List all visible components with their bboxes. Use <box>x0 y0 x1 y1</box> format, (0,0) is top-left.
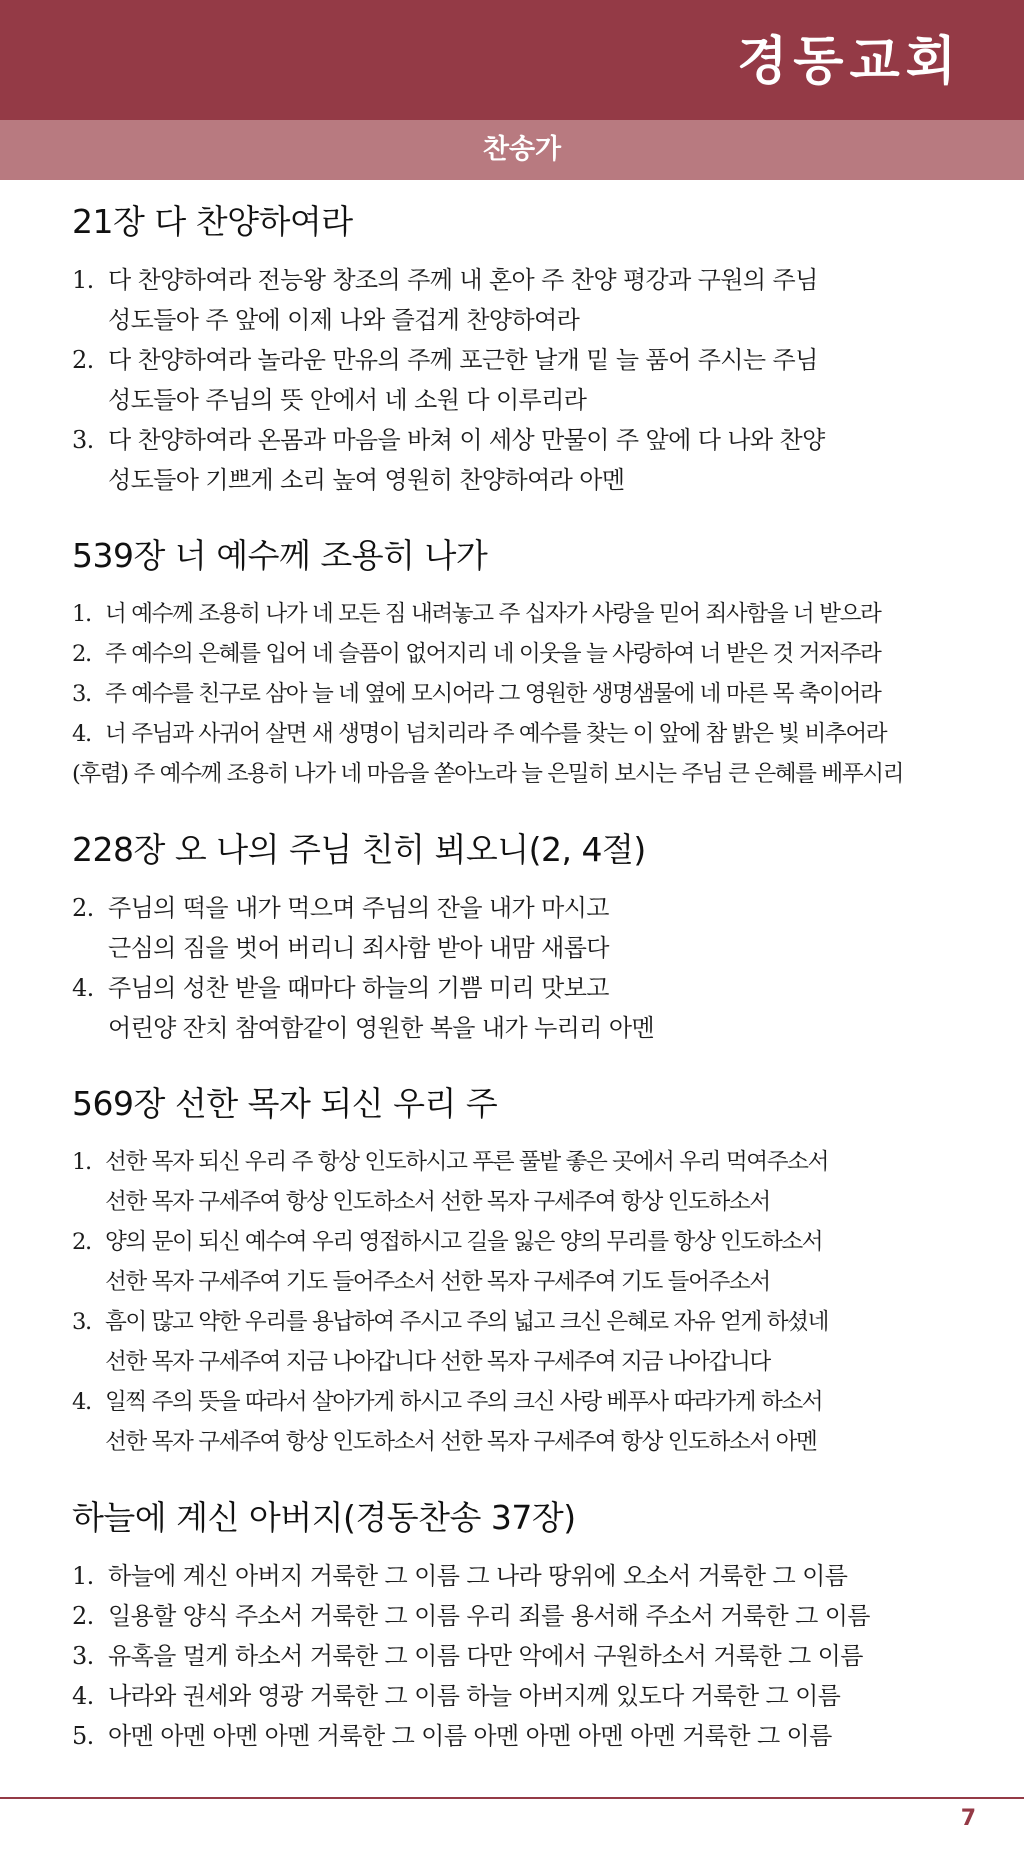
verse-line: 흠이 많고 약한 우리를 용납하여 주시고 주의 넓고 크신 은혜로 자유 얻게 하셨네 <box>105 1309 829 1335</box>
hymn-228 <box>72 826 982 1048</box>
verse <box>72 1222 982 1302</box>
verse-number: 2. <box>72 1229 91 1255</box>
verse-line: 너 예수께 조용히 나가 네 모든 짐 내려놓고 주 십자가 사랑을 믿어 죄사함을 너 받으라 <box>105 601 881 627</box>
verse <box>72 968 982 1048</box>
hymn-title: 하늘에 계신 아버지(경동찬송 37장) <box>72 1498 576 1537</box>
refrain-line: (후렴) 주 예수께 조용히 나가 네 마음을 쏟아노라 늘 은밀히 보시는 주님 큰 은혜를 베푸시리 <box>72 761 904 787</box>
hymn-title: 21장 다 찬양하여라 <box>72 202 353 241</box>
verse <box>72 1636 982 1676</box>
verse-line: 선한 목자 구세주여 항상 인도하소서 선한 목자 구세주여 항상 인도하소서 <box>105 1189 770 1215</box>
refrain <box>72 754 982 794</box>
verse-line: 성도들아 주님의 뜻 안에서 네 소원 다 이루리라 <box>108 386 587 414</box>
verse-number: 2. <box>72 641 91 667</box>
verse-number: 3. <box>72 1309 91 1335</box>
verse-line: 성도들아 기쁘게 소리 높여 영원히 찬양하여라 아멘 <box>108 466 625 494</box>
verse <box>72 1676 982 1716</box>
verse-line: 다 찬양하여라 온몸과 마음을 바쳐 이 세상 만물이 주 앞에 다 나와 찬양 <box>108 426 825 454</box>
hymn-title: 228장 오 나의 주님 친히 뵈오니(2, 4절) <box>72 830 646 869</box>
verse <box>72 1142 982 1222</box>
hymn-21 <box>72 198 982 500</box>
verse-line: 주님의 성찬 받을 때마다 하늘의 기쁨 미리 맛보고 <box>108 974 609 1002</box>
verse <box>72 674 982 714</box>
verse-line: 근심의 짐을 벗어 버리니 죄사함 받아 내맘 새롭다 <box>108 934 609 962</box>
verse-line: 선한 목자 구세주여 기도 들어주소서 선한 목자 구세주여 기도 들어주소서 <box>105 1269 770 1295</box>
hymn-title: 569장 선한 목자 되신 우리 주 <box>72 1084 498 1123</box>
verse-line: 주 예수를 친구로 삼아 늘 네 옆에 모시어라 그 영원한 생명샘물에 네 마른 목 축이어라 <box>105 681 881 707</box>
verse <box>72 888 982 968</box>
verse-line: 선한 목자 구세주여 항상 인도하소서 선한 목자 구세주여 항상 인도하소서 아멘 <box>105 1429 817 1455</box>
verse <box>72 340 982 420</box>
verse-line: 주님의 떡을 내가 먹으며 주님의 잔을 내가 마시고 <box>108 894 609 922</box>
verse-line: 일용할 양식 주소서 거룩한 그 이름 우리 죄를 용서해 주소서 거룩한 그 이름 <box>108 1602 870 1630</box>
footer-divider <box>0 1797 1024 1799</box>
verse-number: 5. <box>72 1722 94 1750</box>
verse-number: 1. <box>72 266 94 294</box>
hymn-gyeongdong-37 <box>72 1494 982 1756</box>
verse-line: 나라와 권세와 영광 거룩한 그 이름 하늘 아버지께 있도다 거룩한 그 이름 <box>108 1682 841 1710</box>
verse-number: 4. <box>72 974 94 1002</box>
verse-number: 3. <box>72 426 94 454</box>
verse <box>72 1382 982 1462</box>
verse-number: 4. <box>72 721 91 747</box>
verse-line: 다 찬양하여라 놀라운 만유의 주께 포근한 날개 밑 늘 품어 주시는 주님 <box>108 346 818 374</box>
verse-line: 하늘에 계신 아버지 거룩한 그 이름 그 나라 땅위에 오소서 거룩한 그 이름 <box>108 1562 848 1590</box>
verse-number: 2. <box>72 346 94 374</box>
verse-line: 너 주님과 사귀어 살면 새 생명이 넘치리라 주 예수를 찾는 이 앞에 참 밝은 빛 비추어라 <box>105 721 887 747</box>
verse-line: 주 예수의 은혜를 입어 네 슬픔이 없어지리 네 이웃을 늘 사랑하여 너 받은 것 거저주라 <box>105 641 881 667</box>
verse-line: 아멘 아멘 아멘 아멘 거룩한 그 이름 아멘 아멘 아멘 아멘 거룩한 그 이름 <box>108 1722 832 1750</box>
verse-number: 2. <box>72 1602 94 1630</box>
hymn-539 <box>72 532 982 794</box>
verse <box>72 634 982 674</box>
page-number: 7 <box>960 1806 976 1831</box>
verse <box>72 1556 982 1596</box>
verse <box>72 420 982 500</box>
verse <box>72 260 982 340</box>
section-label: 찬송가 <box>482 134 562 165</box>
verse-line: 다 찬양하여라 전능왕 창조의 주께 내 혼아 주 찬양 평강과 구원의 주님 <box>108 266 818 294</box>
hymn-content <box>72 198 982 1788</box>
verse-line: 성도들아 주 앞에 이제 나와 즐겁게 찬양하여라 <box>108 306 580 334</box>
verse <box>72 1596 982 1636</box>
verse-number: 2. <box>72 894 94 922</box>
verse-line: 어린양 잔치 참여함같이 영원한 복을 내가 누리리 아멘 <box>108 1014 655 1042</box>
verse <box>72 1302 982 1382</box>
verse-line: 유혹을 멀게 하소서 거룩한 그 이름 다만 악에서 구원하소서 거룩한 그 이름 <box>108 1642 863 1670</box>
verse-number: 1. <box>72 601 91 627</box>
verse-number: 1. <box>72 1149 91 1175</box>
verse-line: 일찍 주의 뜻을 따라서 살아가게 하시고 주의 크신 사랑 베푸사 따라가게 하소서 <box>105 1389 823 1415</box>
verse <box>72 1716 982 1756</box>
verse-number: 4. <box>72 1682 94 1710</box>
verse-number: 4. <box>72 1389 91 1415</box>
verse-line: 선한 목자 구세주여 지금 나아갑니다 선한 목자 구세주여 지금 나아갑니다 <box>105 1349 770 1375</box>
verse <box>72 714 982 754</box>
verse-number: 3. <box>72 1642 94 1670</box>
verse <box>72 594 982 634</box>
verse-number: 1. <box>72 1562 94 1590</box>
hymn-title: 539장 너 예수께 조용히 나가 <box>72 536 488 575</box>
verse-line: 양의 문이 되신 예수여 우리 영접하시고 길을 잃은 양의 무리를 항상 인도하소서 <box>105 1229 823 1255</box>
church-name-logo: 경동교회 <box>737 32 962 92</box>
section-bar <box>0 120 1024 180</box>
header-bar <box>0 0 1024 120</box>
verse-line: 선한 목자 되신 우리 주 항상 인도하시고 푸른 풀밭 좋은 곳에서 우리 먹여주소서 <box>105 1149 829 1175</box>
verse-number: 3. <box>72 681 91 707</box>
hymn-569 <box>72 1080 982 1462</box>
